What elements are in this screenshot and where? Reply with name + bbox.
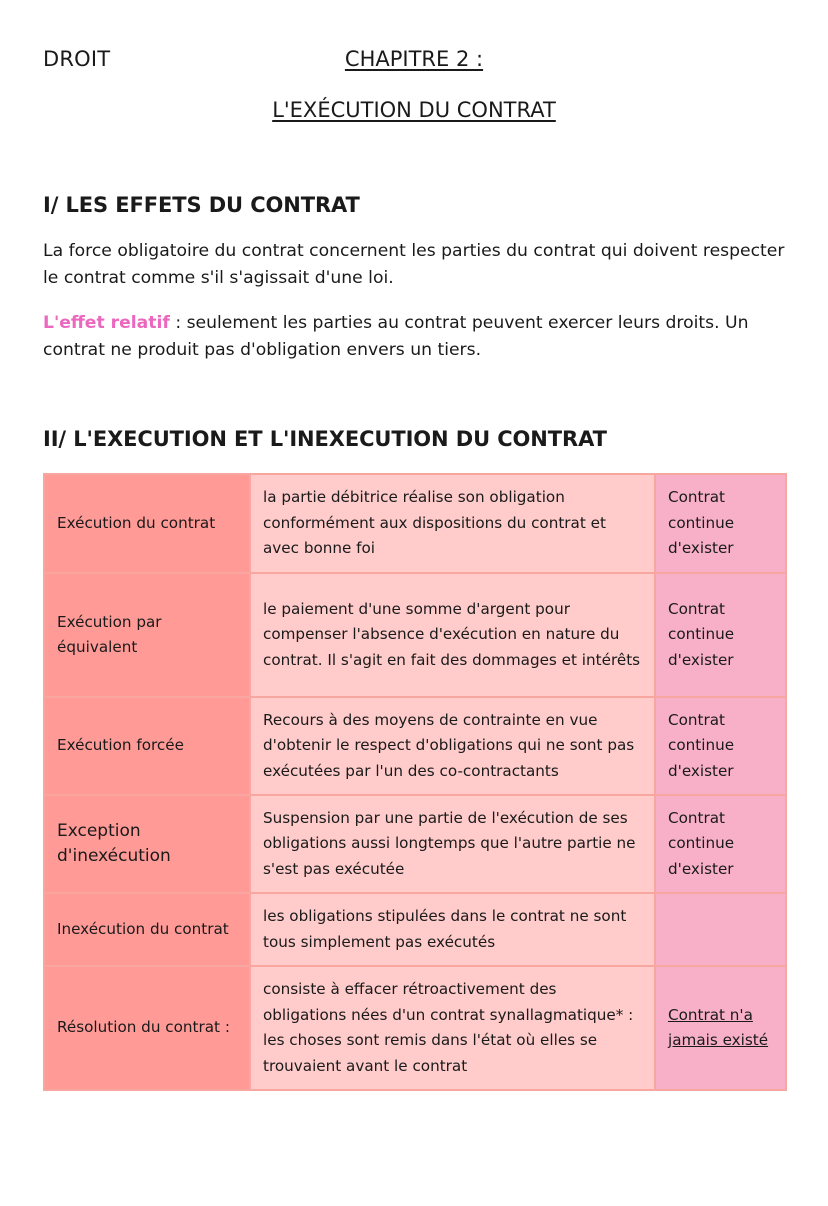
row-description: Recours à des moyens de contrainte en vue d'obtenir le respect d'obligations qui ne sont pas exécutées par l'un des co-contractants (250, 697, 655, 795)
row-description: le paiement d'une somme d'argent pour compenser l'absence d'exécution en nature du contrat. Il s'agit en fait des dommages et intérêts (250, 573, 655, 697)
execution-table (43, 473, 787, 1091)
row-term: Inexécution du contrat (44, 893, 250, 966)
row-effect: Contrat continue d'exister (655, 573, 786, 697)
row-effect (655, 893, 786, 966)
table-row (44, 795, 786, 893)
row-term: Exécution du contrat (44, 474, 250, 573)
row-description: Suspension par une partie de l'exécution de ses obligations aussi longtemps que l'autre partie ne s'est pas exécutée (250, 795, 655, 893)
table-row (44, 474, 786, 573)
effet-relatif-paragraph (43, 310, 788, 364)
row-term: Exécution forcée (44, 697, 250, 795)
row-term: Exception d'inexécution (44, 795, 250, 893)
effet-relatif-term: L'effet relatif (43, 313, 170, 333)
subject-label: DROIT (43, 47, 111, 71)
section2-heading: II/ L'EXECUTION ET L'INEXECUTION DU CONTRAT (43, 427, 607, 451)
row-description: les obligations stipulées dans le contrat ne sont tous simplement pas exécutés (250, 893, 655, 966)
section1-paragraph: La force obligatoire du contrat concernent les parties du contrat qui doivent respecter le contrat comme s'il s'agissait d'une loi. (43, 241, 785, 288)
section1-heading: I/ LES EFFETS DU CONTRAT (43, 193, 360, 217)
table-row (44, 697, 786, 795)
row-term: Exécution par équivalent (44, 573, 250, 697)
row-effect: Contrat continue d'exister (655, 697, 786, 795)
table-row (44, 893, 786, 966)
row-description: la partie débitrice réalise son obligation conformément aux dispositions du contrat et avec bonne foi (250, 474, 655, 573)
row-effect: Contrat continue d'exister (655, 795, 786, 893)
chapter-number: CHAPITRE 2 : (344, 47, 484, 71)
row-effect-cell (655, 966, 786, 1090)
effet-relatif-definition: : seulement les parties au contrat peuvent exercer leurs droits. Un contrat ne produit pas d'obligation envers un tiers. (43, 313, 749, 360)
row-effect: Contrat n'a jamais existé (668, 1005, 769, 1049)
row-description: consiste à effacer rétroactivement des obligations nées d'un contrat synallagmatique* : les choses sont remis dans l'état où elles se trouvaient avant le contrat (250, 966, 655, 1090)
table-row (44, 966, 786, 1090)
row-effect: Contrat continue d'exister (655, 474, 786, 573)
table-row (44, 573, 786, 697)
row-term: Résolution du contrat : (44, 966, 250, 1090)
chapter-title: L'EXÉCUTION DU CONTRAT (272, 98, 556, 122)
